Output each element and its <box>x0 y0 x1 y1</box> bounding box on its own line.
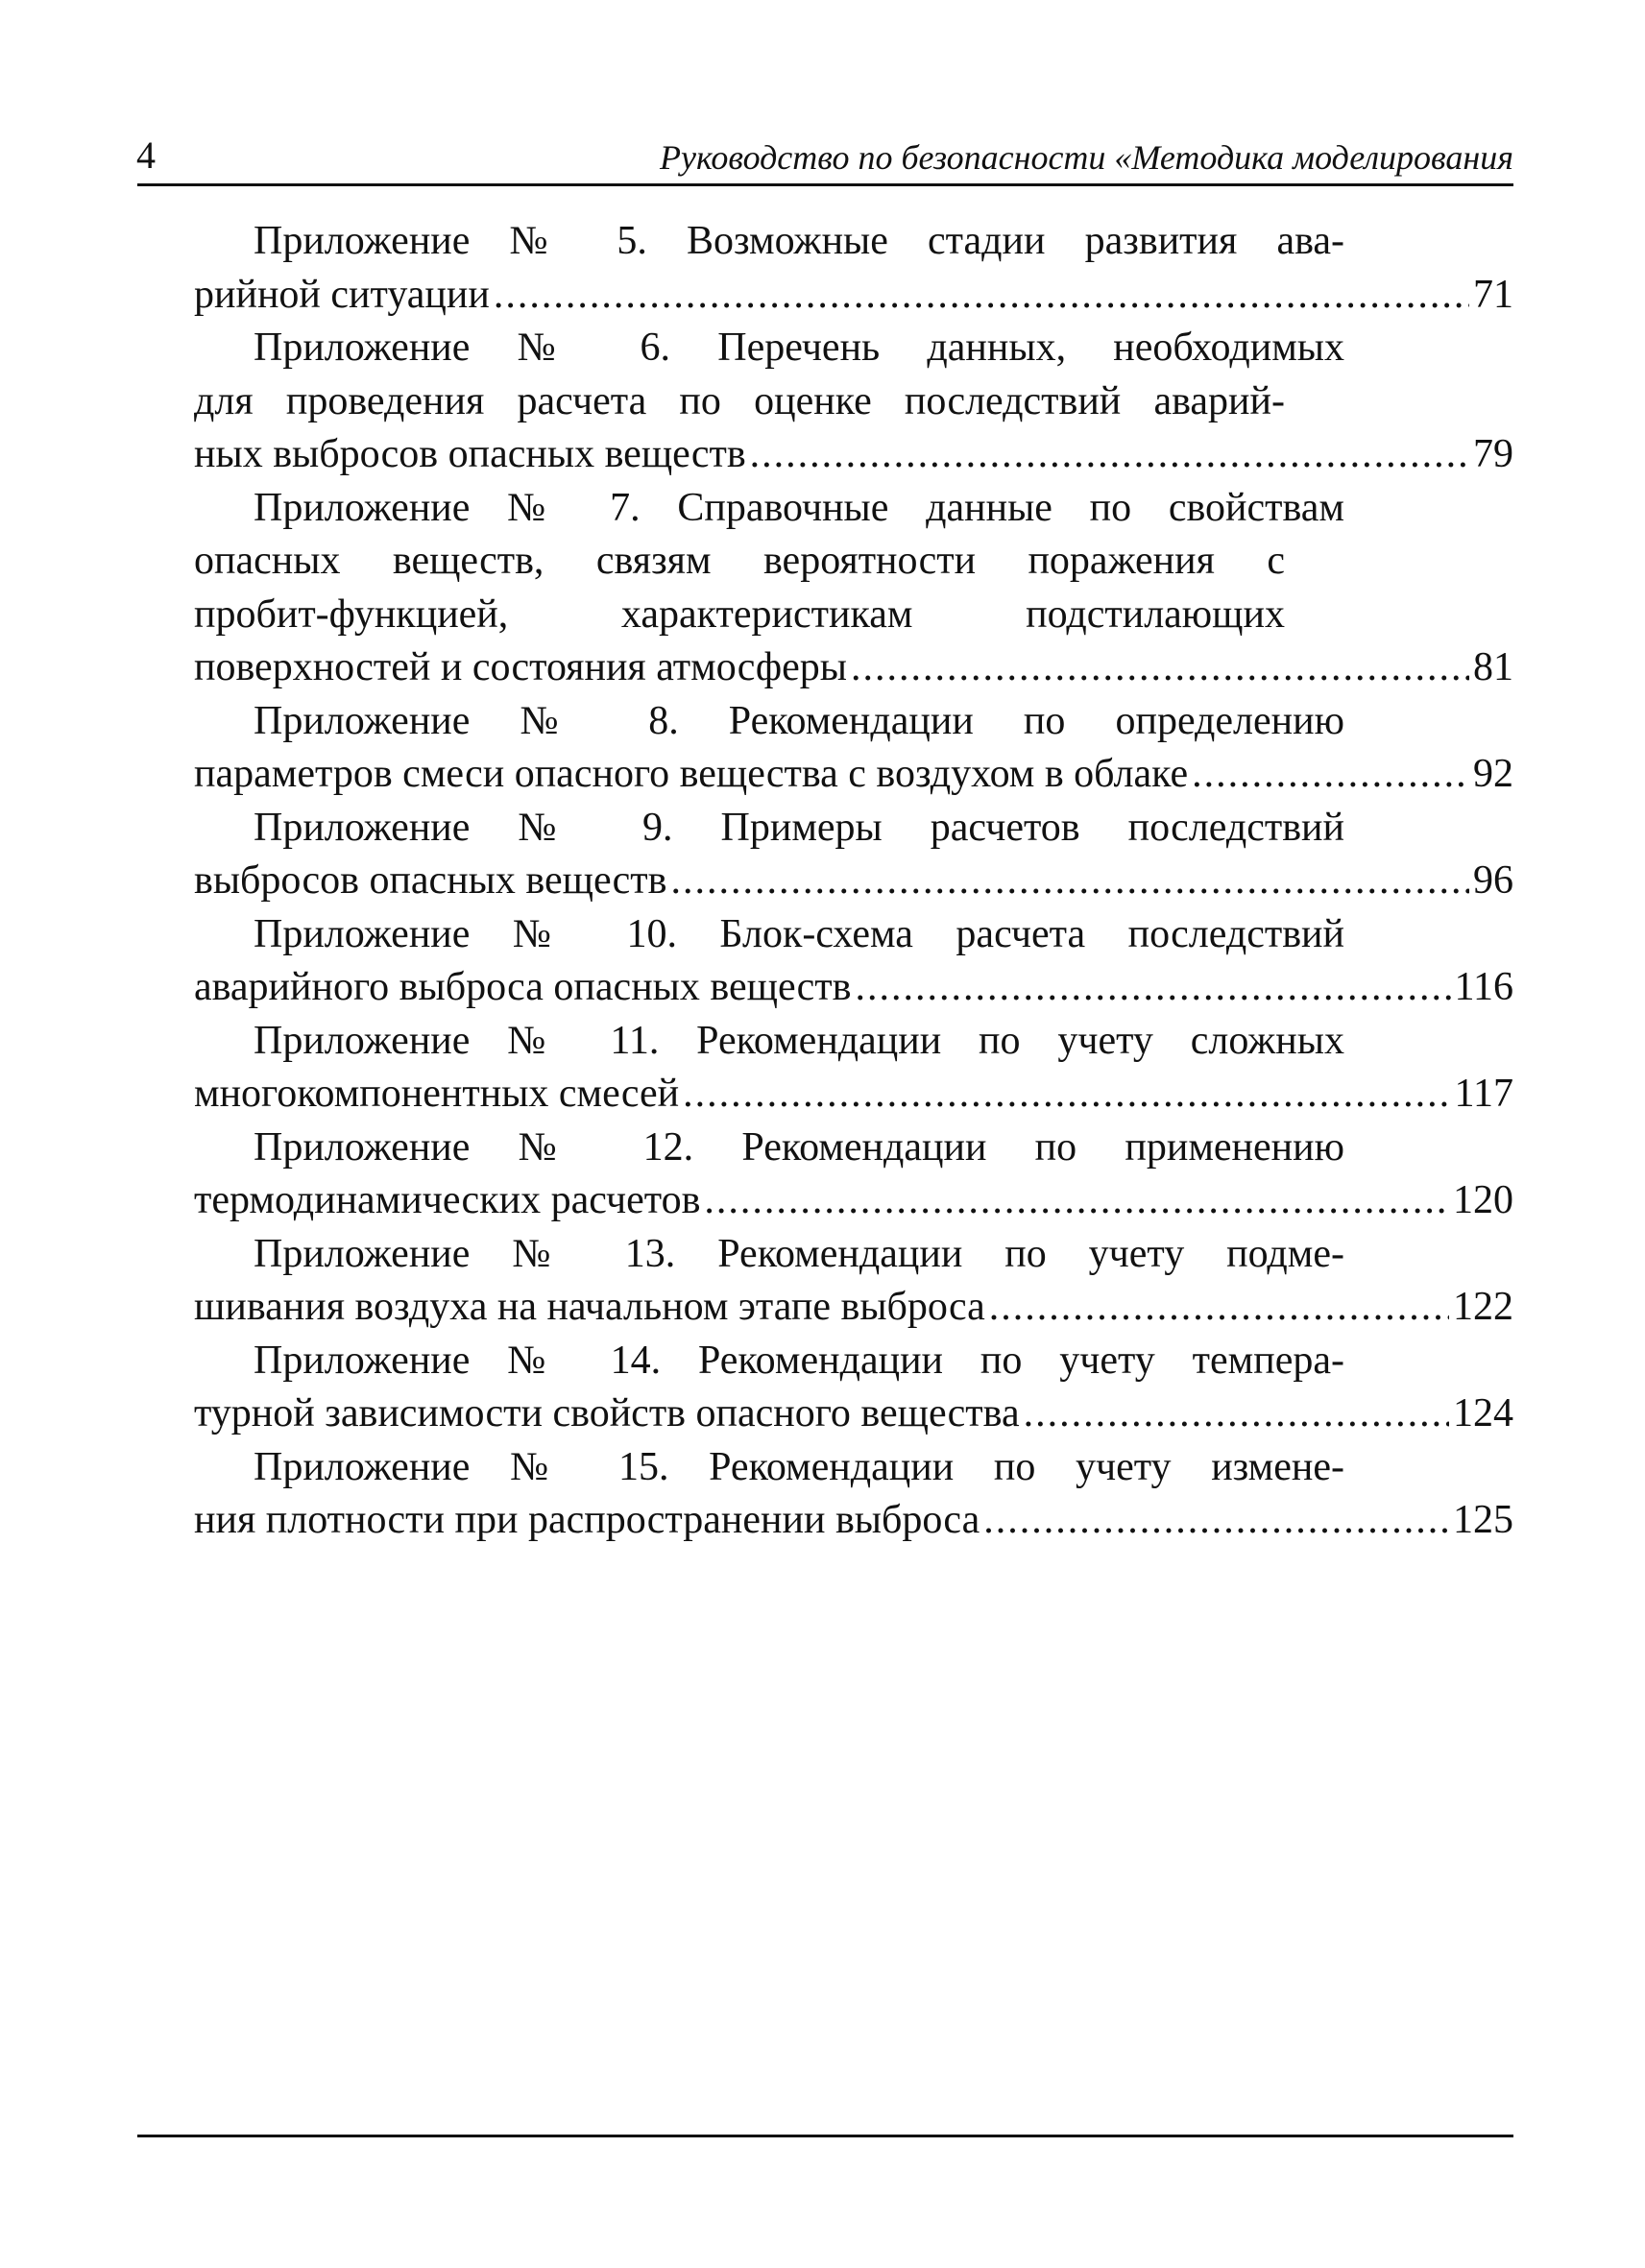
toc-entry-text: Приложение № 14. Рекомендации по учету темпера- <box>254 1338 1344 1383</box>
page-number: 4 <box>136 133 156 177</box>
toc-entry-text: Приложение № 15. Рекомендации по учету измене- <box>254 1444 1344 1489</box>
toc-page-number: 79 <box>1473 432 1513 476</box>
table-of-contents <box>194 215 1513 1548</box>
toc-entry-text: турной зависимости свойств опасного вещества <box>194 1391 1020 1436</box>
toc-page-number: 120 <box>1453 1178 1513 1222</box>
toc-entry[interactable] <box>194 1441 1513 1548</box>
toc-entry[interactable] <box>194 482 1513 695</box>
toc-entry[interactable] <box>194 1335 1513 1441</box>
dot-leader <box>851 641 1469 695</box>
toc-entry[interactable] <box>194 322 1513 482</box>
toc-entry-text: параметров смеси опасного вещества с воздухом в облаке <box>194 752 1189 796</box>
toc-page-number: 124 <box>1453 1391 1513 1436</box>
toc-entry-text: Приложение № 10. Блок-схема расчета последствий <box>254 911 1344 956</box>
toc-entry-text: шивания воздуха на начальном этапе выброса <box>194 1285 985 1329</box>
dot-leader <box>704 1174 1449 1228</box>
toc-entry[interactable] <box>194 215 1513 322</box>
toc-entry-text: термодинамических расчетов <box>194 1178 701 1222</box>
dot-leader <box>750 428 1469 482</box>
toc-page-number: 125 <box>1453 1498 1513 1542</box>
toc-page-number: 81 <box>1473 645 1513 689</box>
toc-entry[interactable] <box>194 802 1513 908</box>
toc-entry-text: Приложение № 12. Рекомендации по применению <box>254 1124 1344 1170</box>
dot-leader <box>670 855 1469 908</box>
toc-entry-text: Приложение № 8. Рекомендации по определению <box>254 698 1344 743</box>
toc-entry-text: ния плотности при распространении выброса <box>194 1498 980 1542</box>
toc-entry-text: Приложение № 5. Возможные стадии развития ава- <box>254 219 1344 263</box>
toc-entry-text: пробит-функцией, характеристикам подстилающих <box>194 591 1285 637</box>
toc-entry[interactable] <box>194 1122 1513 1228</box>
footer-rule <box>137 2135 1513 2137</box>
dot-leader <box>855 961 1450 1015</box>
toc-entry-text: Приложение № 13. Рекомендации по учету подме- <box>254 1231 1344 1276</box>
toc-entry-text: Приложение № 7. Справочные данные по свойствам <box>254 485 1344 530</box>
toc-entry[interactable] <box>194 908 1513 1015</box>
toc-entry-text: аварийного выброса опасных веществ <box>194 965 852 1009</box>
toc-entry-text: многокомпонентных смесей <box>194 1072 680 1116</box>
toc-page-number: 96 <box>1473 858 1513 903</box>
toc-entry[interactable] <box>194 1015 1513 1122</box>
toc-page-number: 116 <box>1454 965 1513 1009</box>
header-rule <box>137 183 1513 186</box>
toc-entry-text: для проведения расчета по оценке последствий аварий- <box>194 378 1285 423</box>
toc-page-number: 71 <box>1473 272 1513 317</box>
dot-leader <box>494 269 1469 323</box>
dot-leader <box>989 1281 1449 1335</box>
toc-entry-text: Приложение № 9. Примеры расчетов последствий <box>254 805 1344 850</box>
toc-entry-text: рийной ситуации <box>194 272 490 317</box>
toc-page-number: 117 <box>1454 1072 1513 1116</box>
toc-page-number: 92 <box>1473 752 1513 796</box>
dot-leader <box>683 1068 1450 1122</box>
toc-entry-text: опасных веществ, связям вероятности поражения с <box>194 539 1285 583</box>
running-header: Руководство по безопасности «Методика моделирования <box>659 138 1513 177</box>
toc-entry[interactable] <box>194 695 1513 802</box>
toc-entry[interactable] <box>194 1228 1513 1335</box>
toc-entry-text: выбросов опасных веществ <box>194 858 667 903</box>
toc-entry-text: Приложение № 6. Перечень данных, необходимых <box>254 326 1344 370</box>
dot-leader <box>1024 1387 1449 1441</box>
dot-leader <box>1192 748 1469 802</box>
toc-entry-text: Приложение № 11. Рекомендации по учету сложных <box>254 1018 1344 1063</box>
toc-page-number: 122 <box>1453 1285 1513 1329</box>
toc-entry-text: поверхностей и состояния атмосферы <box>194 645 847 689</box>
dot-leader <box>983 1494 1449 1548</box>
toc-entry-text: ных выбросов опасных веществ <box>194 432 746 476</box>
